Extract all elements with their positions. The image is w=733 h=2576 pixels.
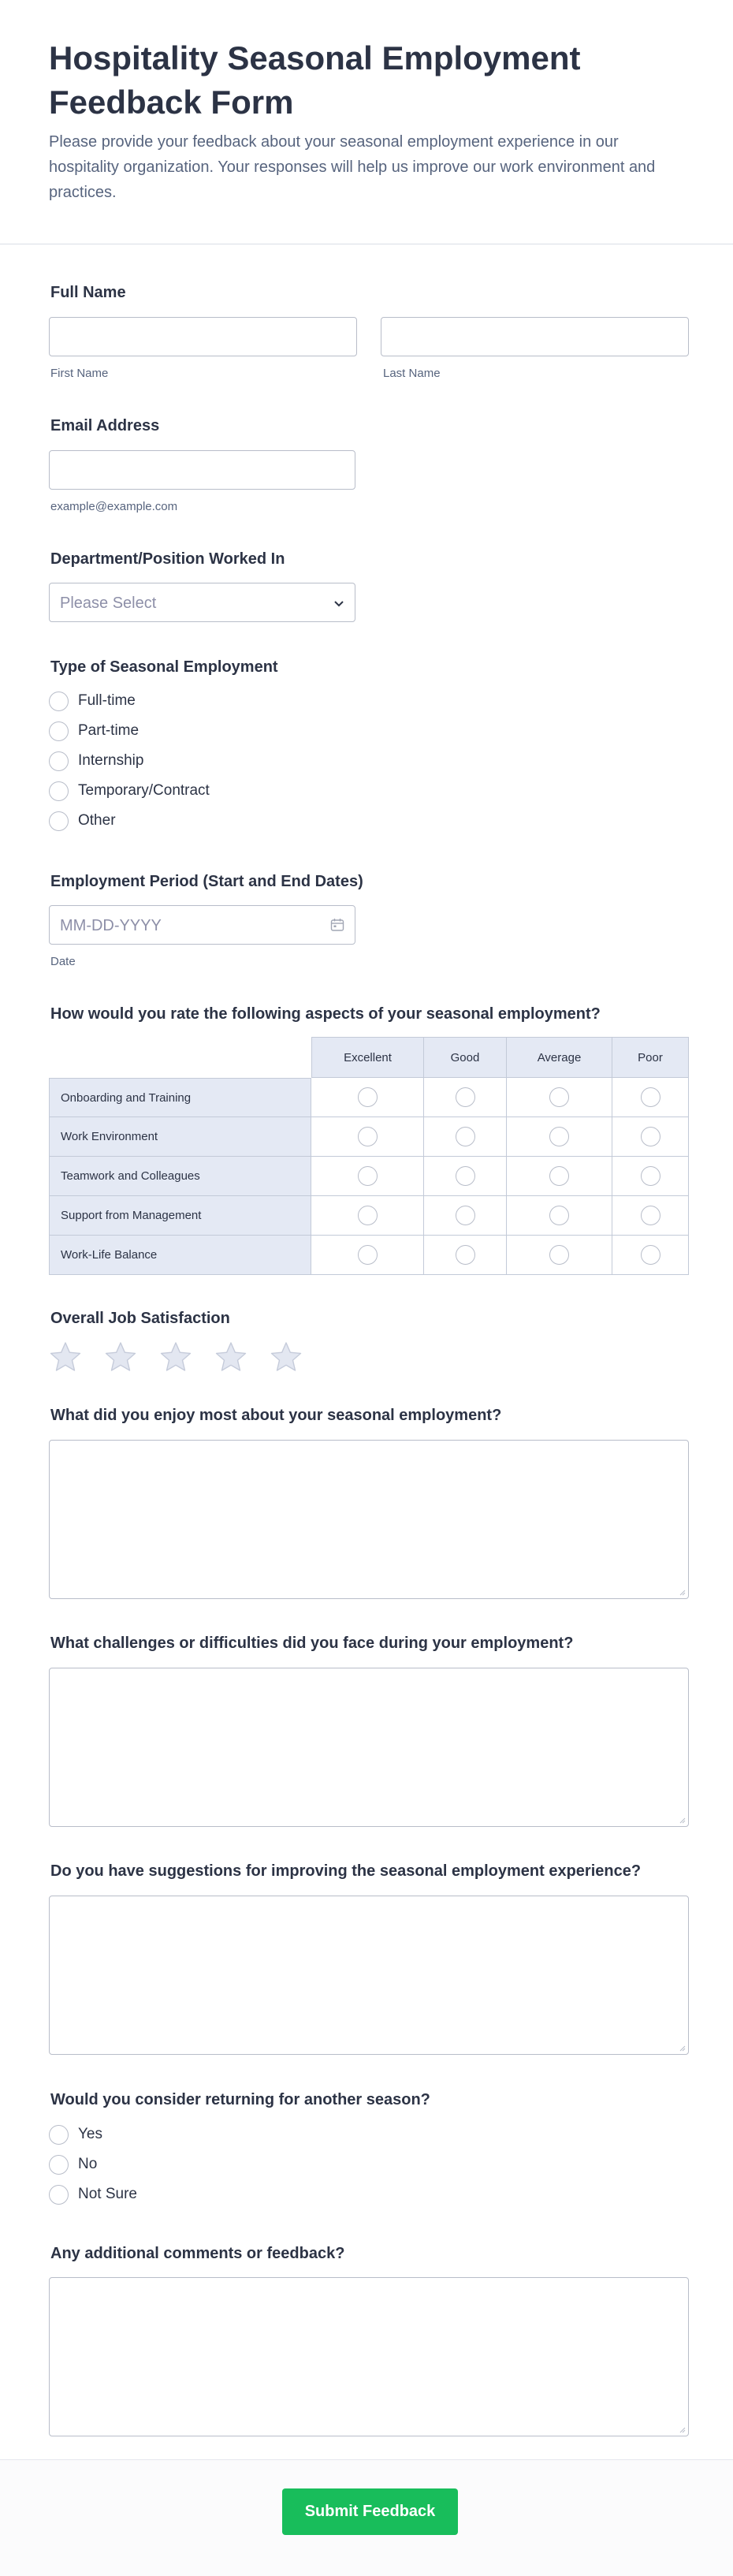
matrix-cell <box>507 1078 612 1117</box>
radio-button[interactable] <box>549 1166 569 1186</box>
email-sublabel: example@example.com <box>50 500 178 513</box>
star-icon[interactable] <box>104 1340 137 1374</box>
resize-handle-icon[interactable] <box>678 1816 686 1824</box>
star-rating <box>49 1340 325 1374</box>
matrix-cell <box>311 1117 424 1157</box>
enjoy-textarea[interactable] <box>49 1440 689 1599</box>
department-label: Department/Position Worked In <box>50 550 285 568</box>
employment-type-option-internship[interactable]: Internship <box>49 751 143 771</box>
matrix-cell <box>311 1078 424 1117</box>
challenges-textarea[interactable] <box>49 1668 689 1827</box>
form-title: Hospitality Seasonal Employment Feedback Form <box>49 39 581 121</box>
suggestions-label: Do you have suggestions for improving the seasonal employment experience? <box>50 1862 642 1880</box>
matrix-row-header: Teamwork and Colleagues <box>49 1157 311 1196</box>
star-icon[interactable] <box>49 1340 82 1374</box>
matrix-cell <box>424 1117 507 1157</box>
satisfaction-label: Overall Job Satisfaction <box>50 1310 230 1327</box>
employment-period-label: Employment Period (Start and End Dates) <box>50 873 363 890</box>
return-option-not-sure[interactable]: Not Sure <box>49 2184 137 2205</box>
date-input-placeholder: MM-DD-YYYY <box>60 917 162 934</box>
employment-type-option-fulltime[interactable]: Full-time <box>49 691 136 711</box>
chevron-down-icon <box>333 597 345 610</box>
radio-button[interactable] <box>49 2155 69 2175</box>
employment-type-option-parttime[interactable]: Part-time <box>49 721 139 741</box>
radio-button[interactable] <box>641 1206 660 1225</box>
matrix-row-header: Onboarding and Training <box>49 1078 311 1117</box>
radio-button[interactable] <box>456 1206 475 1225</box>
matrix-row-header: Support from Management <box>49 1196 311 1236</box>
form-header <box>0 0 733 244</box>
radio-button[interactable] <box>358 1245 378 1265</box>
last-name-input[interactable] <box>381 317 689 356</box>
radio-button[interactable] <box>641 1166 660 1186</box>
resize-handle-icon[interactable] <box>678 2044 686 2052</box>
matrix-cell <box>311 1196 424 1236</box>
return-option-yes[interactable]: Yes <box>49 2124 102 2145</box>
first-name-sublabel: First Name <box>50 367 109 380</box>
radio-button[interactable] <box>49 751 69 771</box>
star-icon[interactable] <box>159 1340 192 1374</box>
return-label: Would you consider returning for another season? <box>50 2091 430 2108</box>
radio-button[interactable] <box>641 1127 660 1146</box>
full-name-label: Full Name <box>50 284 126 301</box>
star-icon[interactable] <box>214 1340 247 1374</box>
form-description: Please provide your feedback about your seasonal employment experience in our hospitality organization. Your responses will help us improve our work environment and practices. <box>49 133 656 201</box>
radio-button[interactable] <box>641 1087 660 1107</box>
date-sublabel: Date <box>50 955 76 968</box>
matrix-cell <box>507 1196 612 1236</box>
matrix-column-header: Good <box>424 1037 507 1078</box>
star-icon[interactable] <box>270 1340 303 1374</box>
radio-button[interactable] <box>49 2125 69 2145</box>
radio-button[interactable] <box>49 692 69 711</box>
radio-button[interactable] <box>358 1206 378 1225</box>
matrix-column-header: Excellent <box>311 1037 424 1078</box>
matrix-cell <box>612 1117 689 1157</box>
comments-label: Any additional comments or feedback? <box>50 2245 345 2262</box>
employment-type-label: Type of Seasonal Employment <box>50 658 278 676</box>
first-name-input[interactable] <box>49 317 357 356</box>
employment-type-option-temporary[interactable]: Temporary/Contract <box>49 781 210 801</box>
last-name-sublabel: Last Name <box>383 367 441 380</box>
return-option-no[interactable]: No <box>49 2154 97 2175</box>
enjoy-label: What did you enjoy most about your seasonal employment? <box>50 1407 502 1424</box>
radio-button[interactable] <box>549 1087 569 1107</box>
submit-button[interactable]: Submit Feedback <box>282 2488 458 2535</box>
resize-handle-icon[interactable] <box>678 1588 686 1596</box>
matrix-cell <box>424 1196 507 1236</box>
matrix-cell <box>424 1157 507 1196</box>
matrix-cell <box>311 1157 424 1196</box>
matrix-cell <box>507 1117 612 1157</box>
radio-button[interactable] <box>456 1245 475 1265</box>
resize-handle-icon[interactable] <box>678 2425 686 2433</box>
matrix-cell <box>612 1236 689 1275</box>
matrix-cell <box>612 1078 689 1117</box>
radio-button[interactable] <box>456 1127 475 1146</box>
employment-type-option-other[interactable]: Other <box>49 811 116 831</box>
department-select-placeholder: Please Select <box>60 595 157 612</box>
comments-textarea[interactable] <box>49 2277 689 2436</box>
rating-matrix-label: How would you rate the following aspects of your seasonal employment? <box>50 1005 601 1023</box>
calendar-icon[interactable] <box>329 917 345 933</box>
radio-button[interactable] <box>49 811 69 831</box>
radio-button[interactable] <box>456 1166 475 1186</box>
radio-button[interactable] <box>49 781 69 801</box>
matrix-row-header: Work-Life Balance <box>49 1236 311 1275</box>
email-input[interactable] <box>49 450 355 490</box>
matrix-cell <box>424 1236 507 1275</box>
radio-button[interactable] <box>549 1206 569 1225</box>
radio-button[interactable] <box>358 1166 378 1186</box>
suggestions-textarea[interactable] <box>49 1896 689 2055</box>
radio-button[interactable] <box>456 1087 475 1107</box>
matrix-cell <box>311 1236 424 1275</box>
radio-button[interactable] <box>49 2185 69 2205</box>
radio-button[interactable] <box>49 721 69 741</box>
radio-button[interactable] <box>358 1087 378 1107</box>
challenges-label: What challenges or difficulties did you face during your employment? <box>50 1635 574 1652</box>
radio-button[interactable] <box>549 1127 569 1146</box>
matrix-cell <box>612 1196 689 1236</box>
matrix-cell <box>507 1157 612 1196</box>
date-input[interactable] <box>49 905 355 945</box>
rating-matrix <box>49 1037 689 1275</box>
radio-button[interactable] <box>358 1127 378 1146</box>
matrix-column-header: Average <box>507 1037 612 1078</box>
email-label: Email Address <box>50 417 160 434</box>
department-select[interactable] <box>49 583 355 622</box>
matrix-cell <box>507 1236 612 1275</box>
matrix-cell <box>424 1078 507 1117</box>
radio-button[interactable] <box>549 1245 569 1265</box>
radio-button[interactable] <box>641 1245 660 1265</box>
matrix-column-header: Poor <box>612 1037 689 1078</box>
matrix-row-header: Work Environment <box>49 1117 311 1157</box>
matrix-cell <box>612 1157 689 1196</box>
